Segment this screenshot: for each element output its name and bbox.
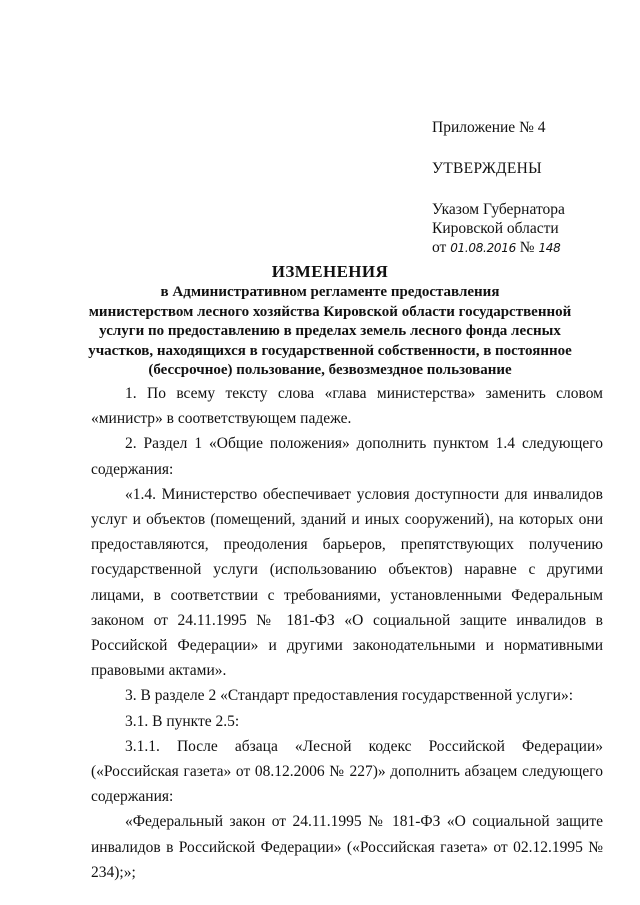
approval-stamp-block <box>432 118 622 258</box>
paragraph-1: 1. По всему тексту слова «глава министерства» заменить словом «министр» в соответствующем падеже. <box>91 385 603 428</box>
handwritten-date: 01.08.2016 <box>450 241 516 255</box>
paragraph-4: 3. В разделе 2 «Стандарт предоставления государственной услуги»: <box>125 687 574 705</box>
paragraph-6: 3.1.1. После абзаца «Лесной кодекс Российской Федерации» («Российская газета» от 08.12.2006 № 227)» дополнить абзацем следующего содержания: <box>91 737 603 806</box>
decree-date-line <box>432 238 622 258</box>
decree-line-1: Указом Губернатора <box>432 201 565 218</box>
decree-line-2: Кировской области <box>432 220 559 237</box>
paragraph-5: 3.1. В пункте 2.5: <box>125 712 240 730</box>
decree-reference <box>432 200 622 258</box>
title-line-4: участков, находящихся в государственной собственности, в постоянное <box>88 342 572 359</box>
paragraph-3: «1.4. Министерство обеспечивает условия доступности для инвалидов услуг и объектов (помещений, зданий и иных сооружений), на которых они предоставляются, преодоления барьеров, препятствующих получению государственной услуги (использованию объектов) наравне с другими лицами, в соответствии с требованиями, установленными Федеральным законом от 24.11.1995 № 181-ФЗ «О социальной защите инвалидов в Российской Федерации» и другими законодательными и нормативными правовыми актами». <box>91 485 603 680</box>
paragraph-2: 2. Раздел 1 «Общие положения» дополнить пунктом 1.4 следующего содержания: <box>91 435 603 478</box>
document-title <box>80 262 580 380</box>
title-heading: ИЗМЕНЕНИЯ <box>271 262 389 281</box>
title-line-5: (бессрочное) пользование, безвозмездное пользование <box>148 362 512 378</box>
number-prefix: № <box>519 239 535 256</box>
title-line-3: услуги по предоставлению в пределах земель лесного фонда лесных <box>99 323 561 339</box>
paragraph-7: «Федеральный закон от 24.11.1995 № 181-ФЗ «О социальной защите инвалидов в Российской Федерации» («Российская газета» от 02.12.1995 № 234);»; <box>91 813 603 881</box>
date-prefix: от <box>432 239 447 256</box>
document-body <box>91 381 603 885</box>
handwritten-number: 148 <box>538 241 561 255</box>
appendix-label: Приложение № 4 <box>432 119 546 136</box>
title-line-1: в Административном регламенте предоставления <box>160 284 500 300</box>
title-line-2: министерством лесного хозяйства Кировской области государственной <box>88 303 572 320</box>
approved-label: УТВЕРЖДЕНЫ <box>432 160 542 177</box>
